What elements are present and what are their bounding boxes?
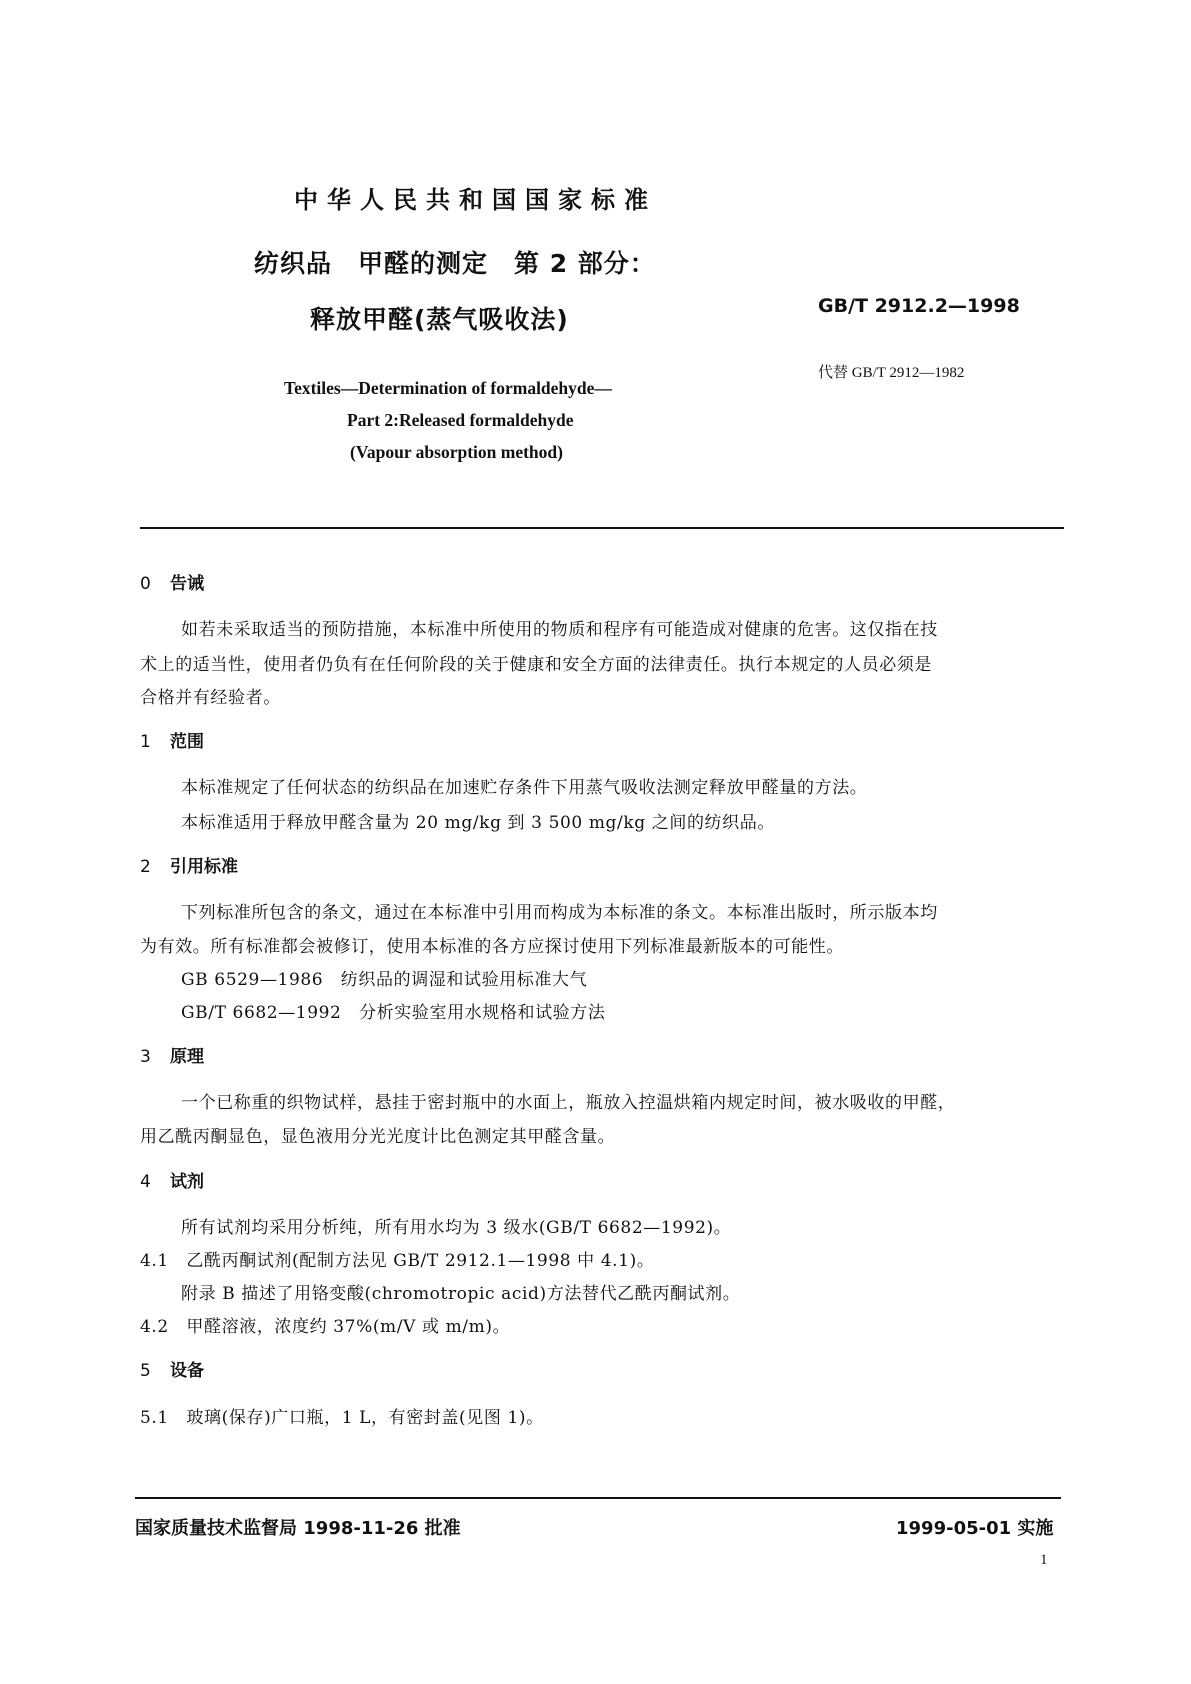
section-number: 2 [140, 857, 151, 877]
clause-4-1-note: 附录 B 描述了用铬变酸(chromotropic acid)方法替代乙酰丙酮试剂。 [181, 1284, 741, 1304]
reference-standard: GB/T 6682—1992 分析实验室用水规格和试验方法 [181, 1003, 606, 1023]
section-0-heading [140, 569, 204, 594]
approval-date: 国家质量技术监督局 1998-11-26 批准 [135, 1518, 461, 1539]
section-title: 告诫 [170, 574, 204, 594]
section-0-line: 术上的适当性，使用者仍负有在任何阶段的关于健康和安全方面的法律责任。执行本规定的人员必须是 [140, 655, 932, 675]
title-en-line1: Textiles—Determination of formaldehyde— [284, 378, 612, 398]
clause-5-1: 5.1 玻璃(保存)广口瓶，1 L，有密封盖(见图 1)。 [140, 1408, 544, 1428]
title-en-line3: (Vapour absorption method) [350, 442, 563, 462]
section-4-line: 所有试剂均采用分析纯，所有用水均为 3 级水(GB/T 6682—1992)。 [181, 1218, 732, 1238]
replaces-code: 代替 GB/T 2912—1982 [818, 365, 965, 381]
section-1-line: 本标准适用于释放甲醛含量为 20 mg/kg 到 3 500 mg/kg 之间的纺织品。 [181, 813, 775, 833]
section-title: 试剂 [170, 1172, 204, 1192]
standard-code: GB/T 2912.2—1998 [818, 295, 1020, 317]
section-number: 3 [140, 1047, 151, 1067]
section-title: 设备 [170, 1361, 204, 1381]
page-number: 1 [1040, 1552, 1048, 1568]
section-number: 0 [140, 574, 151, 594]
section-title: 范围 [170, 732, 204, 752]
section-3-line: 用乙酰丙酮显色，显色液用分光光度计比色测定其甲醛含量。 [140, 1127, 616, 1147]
section-2-line: 为有效。所有标准都会被修订，使用本标准的各方应探讨使用下列标准最新版本的可能性。 [140, 937, 844, 957]
standard-type: 中华人民共和国国家标准 [294, 186, 657, 214]
section-3-line: 一个已称重的织物试样，悬挂于密封瓶中的水面上，瓶放入控温烘箱内规定时间，被水吸收的甲醛， [181, 1093, 956, 1113]
section-number: 4 [140, 1172, 151, 1192]
section-4-heading [140, 1167, 204, 1192]
title-cn-line2: 释放甲醛(蒸气吸收法) [310, 305, 569, 334]
section-5-heading [140, 1356, 204, 1381]
clause-4-2: 4.2 甲醛溶液，浓度约 37%(m/V 或 m/m)。 [140, 1317, 511, 1337]
section-2-heading [140, 852, 238, 877]
section-2-line: 下列标准所包含的条文，通过在本标准中引用而构成为本标准的条文。本标准出版时，所示版本均 [181, 903, 938, 923]
clause-4-1: 4.1 乙酰丙酮试剂(配制方法见 GB/T 2912.1—1998 中 4.1)。 [140, 1251, 655, 1271]
section-1-heading [140, 727, 204, 752]
section-1-line: 本标准规定了任何状态的纺织品在加速贮存条件下用蒸气吸收法测定释放甲醛量的方法。 [181, 778, 868, 798]
footer-divider [135, 1497, 1061, 1499]
section-0-line: 合格并有经验者。 [140, 688, 281, 708]
header-divider [140, 527, 1064, 529]
reference-standard: GB 6529—1986 纺织品的调湿和试验用标准大气 [181, 970, 588, 990]
section-number: 5 [140, 1361, 151, 1381]
section-0-line: 如若未采取适当的预防措施，本标准中所使用的物质和程序有可能造成对健康的危害。这仅指在技 [181, 620, 938, 640]
section-title: 引用标准 [170, 857, 238, 877]
section-3-heading [140, 1042, 204, 1067]
section-number: 1 [140, 732, 151, 752]
title-en-line2: Part 2:Released formaldehyde [347, 410, 574, 430]
title-cn-line1: 纺织品 甲醛的测定 第 2 部分： [254, 249, 656, 278]
section-title: 原理 [170, 1047, 204, 1067]
implementation-date: 1999-05-01 实施 [896, 1518, 1054, 1539]
